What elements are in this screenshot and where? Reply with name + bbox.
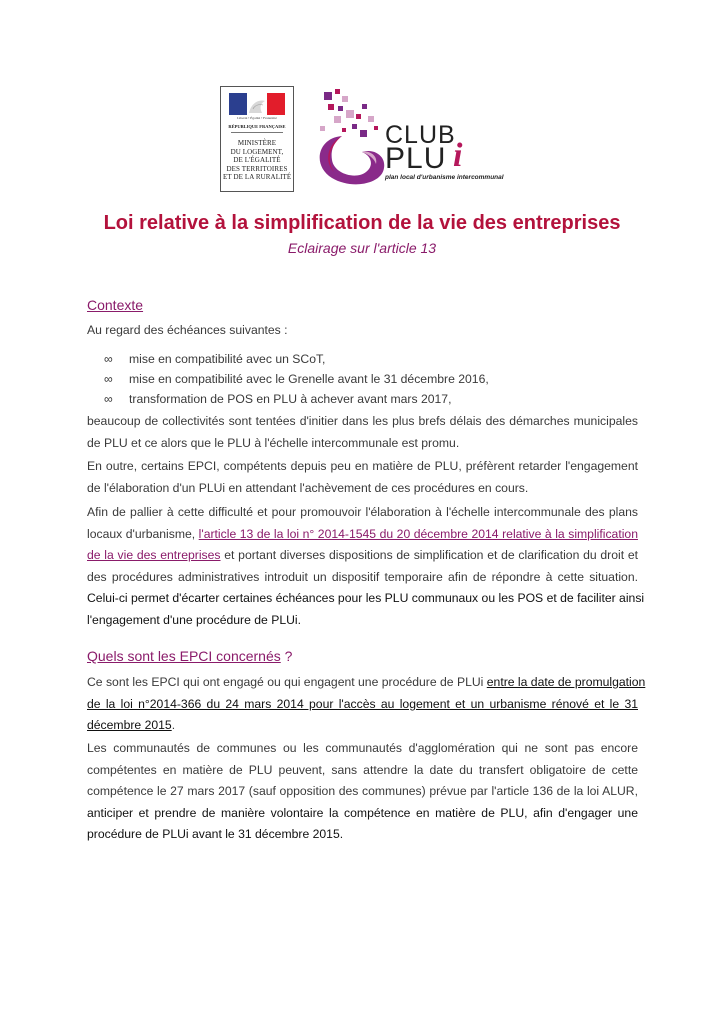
list-item: ∞ mise en compatibilité avec un SCoT, [104, 349, 489, 369]
paragraph: Afin de pallier à cette difficulté et pour promouvoir l'élaboration à l'échelle intercommunale des plans locaux d'urbanisme, l'article 13 de la loi n° 2014-1545 du 20 décembre 2014 relative à la simplification de la vie des entreprises et portant diverses dispositions de simplification et de clarification du droit et des procédures administratives introduit un dispositif temporaire afin de répondre à cette situation. Celui-ci permet d'écarter certaines échéances pour les PLU communaux ou les POS et de faciliter ainsi l'engagement d'une procédure de PLUi. [87, 505, 645, 627]
infinity-bullet-icon: ∞ [104, 392, 113, 406]
ministry-divider [231, 132, 283, 133]
bullet-list [104, 349, 489, 409]
article-13-link[interactable]: l'article 13 de la loi n° 2014-1545 du 20 décembre 2014 relative à la simplification [198, 526, 638, 541]
ministry-motto: Liberté • Égalité • Fraternité [237, 116, 277, 120]
ministry-logo [220, 86, 294, 192]
list-item: ∞ mise en compatibilité avec le Grenelle avant le 31 décembre 2016, [104, 369, 489, 389]
paragraph: Ce sont les EPCI qui ont engagé ou qui engagent une procédure de PLUi entre la date de promulgation de la loi n°2014-366 du 24 mars 2014 pour l'accès au logement et un urbanisme rénové et le 31 décembre 2015. [87, 675, 646, 732]
document-title: Loi relative à la simplification de la vie des entreprises [103, 212, 621, 234]
club-logo-club: CLUB [385, 121, 456, 149]
document-subtitle: Eclairage sur l'article 13 [287, 240, 437, 256]
club-logo-plu: PLU [385, 142, 447, 175]
article-13-link-continued[interactable]: de la vie des entreprises [87, 548, 221, 562]
club-logo-i: i [453, 137, 463, 174]
section1-intro: Au regard des échéances suivantes : [87, 323, 288, 337]
paragraph: beaucoup de collectivités sont tentées d'initier dans les plus brefs délais des démarches municipales de PLU et ce alors que le PLU à l'échelle intercommunale est promu. [87, 414, 638, 450]
paragraph: En outre, certains EPCI, compétents depuis peu en matière de PLU, préfèrent retarder l'engagement de l'élaboration d'un PLUi en attendant l'achèvement de ces procédures en cours. [87, 459, 638, 495]
list-item: ∞ transformation de POS en PLU à achever avant mars 2017, [104, 389, 489, 409]
marianne-emblem [229, 93, 285, 115]
republic-label: RÉPUBLIQUE FRANÇAISE [228, 124, 286, 129]
ministry-name: MINISTÈRE DU LOGEMENT, DE L'ÉGALITÉ DES TERRITOIRES ET DE LA RURALITÉ [223, 139, 292, 182]
infinity-bullet-icon: ∞ [104, 372, 113, 386]
infinity-bullet-icon: ∞ [104, 352, 113, 366]
paragraph: Les communautés de communes ou les communautés d'agglomération qui ne sont pas encore compétentes en matière de PLU peuvent, sans attendre la date du transfert obligatoire de cette compétence le 27 mars 2017 (sauf opposition des communes) prévue par l'article 136 de la loi ALUR, anticiper et prendre de manière volontaire la compétence en matière de PLU, afin d'engager une procédure de PLUi avant le 31 décembre 2015. [87, 741, 638, 841]
club-logo-tagline: plan local d'urbanisme intercommunal [385, 174, 504, 181]
section-heading-epci: Quels sont les EPCI concernés ? [87, 648, 293, 664]
section-heading-contexte: Contexte [87, 297, 144, 313]
